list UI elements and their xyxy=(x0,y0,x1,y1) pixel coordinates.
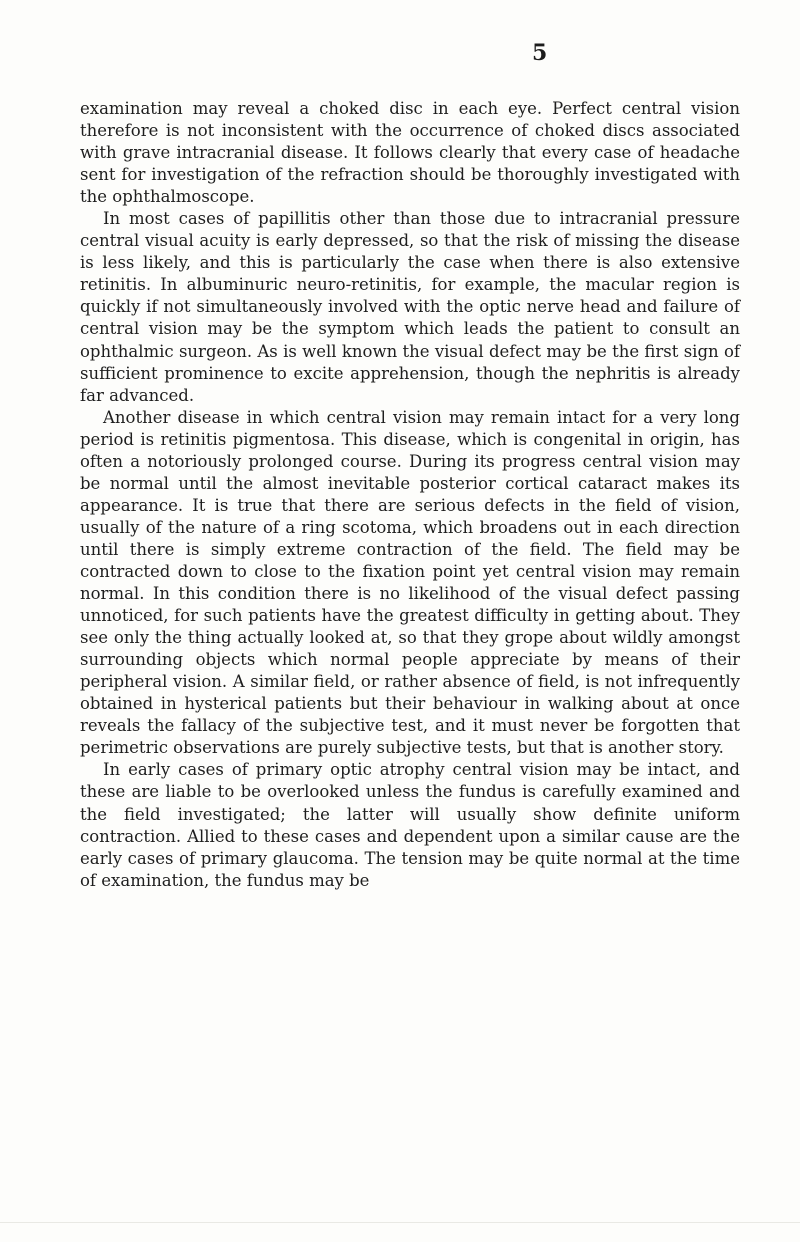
paragraph-papillitis: In most cases of papillitis other than those due to intracranial pressure central visual acuity is early depressed, so that the risk of missing the disease is less likely, and this is particularly the case when there is also extensive retinitis. In albuminuric neuro-retinitis, for example, the macular region is quickly if not simultaneously involved with the optic nerve head and failure of central vision may be the symptom which leads the patient to consult an ophthalmic surgeon. As is well known the visual defect may be the first sign of sufficient prominence to excite apprehension, though the nephritis is already far advanced. xyxy=(80,209,740,405)
body-text xyxy=(80,98,740,892)
page-edge-divider xyxy=(0,1222,800,1223)
page-number: 5 xyxy=(532,40,548,66)
paragraph-continued: examination may reveal a choked disc in each eye. Perfect central vision therefore is not inconsistent with the occurrence of choked discs associated with grave intracranial disease. It follows clearly that every case of headache sent for investigation of the refraction should be thoroughly investigated with the ophthalmoscope. xyxy=(80,99,740,207)
paragraph-optic-atrophy: In early cases of primary optic atrophy central vision may be intact, and these are liable to be overlooked unless the fundus is carefully examined and the field investigated; the latter will usually show definite uniform contraction. Allied to these cases and dependent upon a similar cause are the early cases of primary glaucoma. The tension may be quite normal at the time of examination, the fundus may be xyxy=(80,760,740,890)
paragraph-retinitis-pigmentosa: Another disease in which central vision may remain intact for a very long period is retinitis pigmentosa. This disease, which is congenital in origin, has often a notoriously prolonged course. During its progress central vision may be normal until the almost inevitable posterior cortical cataract makes its appearance. It is true that there are serious defects in the field of vision, usually of the nature of a ring scotoma, which broadens out in each direction until there is simply extreme contraction of the field. The field may be contracted down to close to the fixation point yet central vision may remain normal. In this condition there is no likelihood of the visual defect passing unnoticed, for such patients have the greatest difficulty in getting about. They see only the thing actually looked at, so that they grope about wildly amongst surrounding objects which normal people appreciate by means of their peripheral vision. A similar field, or rather absence of field, is not infrequently obtained in hysterical patients but their behaviour in walking about at once reveals the fallacy of the subjective test, and it must never be forgotten that perimetric observations are purely subjective tests, but that is another story. xyxy=(80,407,740,758)
